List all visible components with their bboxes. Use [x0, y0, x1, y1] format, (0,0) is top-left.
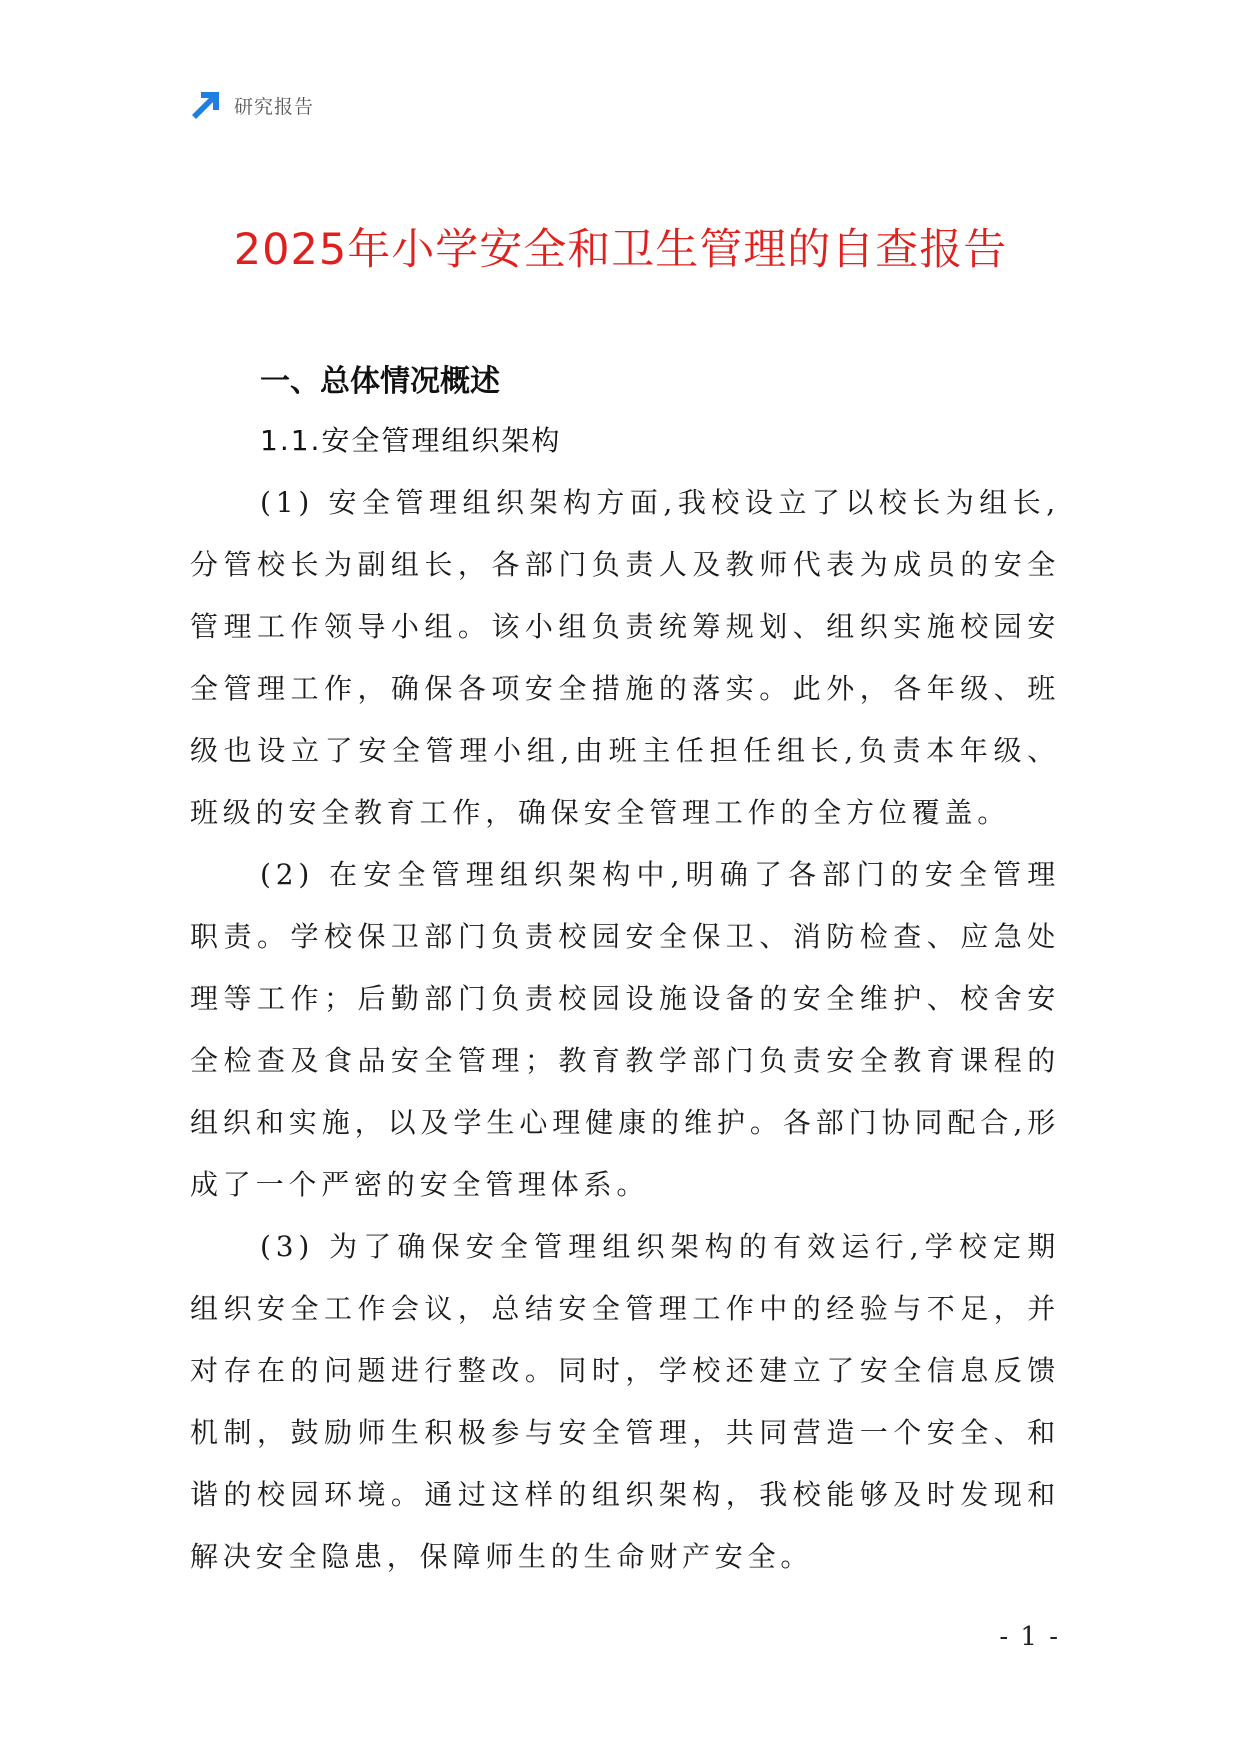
subsection-heading: 1.1.安全管理组织架构	[260, 424, 562, 457]
paragraph-1: (1) 安全管理组织架构方面,我校设立了以校长为组长,分管校长为副组长，各部门负责人及教师代表为成员的安全管理工作领导小组。该小组负责统筹规划、组织实施校园安全管理工作，确保各项安全措施的落实。此外，各年级、班级也设立了安全管理小组,由班主任担任组长,负责本年级、班级的安全教育工作，确保安全管理工作的全方位覆盖。	[190, 486, 1060, 829]
page-header	[190, 88, 314, 122]
page-number: - 1 -	[999, 1622, 1060, 1652]
document-title: 2025年小学安全和卫生管理的自查报告	[233, 225, 1008, 275]
arrow-up-right-icon	[190, 89, 222, 121]
section-heading: 一、总体情况概述	[260, 364, 500, 399]
document-body	[190, 354, 1060, 1588]
header-label: 研究报告	[234, 95, 315, 118]
paragraph-3: (3) 为了确保安全管理组织架构的有效运行,学校定期组织安全工作会议，总结安全管理工作中的经验与不足，并对存在的问题进行整改。同时，学校还建立了安全信息反馈机制，鼓励师生积极参与安全管理，共同营造一个安全、和谐的校园环境。通过这样的组织架构，我校能够及时发现和解决安全隐患，保障师生的生命财产安全。	[190, 1230, 1060, 1573]
paragraph-2: (2) 在安全管理组织架构中,明确了各部门的安全管理职责。学校保卫部门负责校园安全保卫、消防检查、应急处理等工作；后勤部门负责校园设施设备的安全维护、校舍安全检查及食品安全管理；教育教学部门负责安全教育课程的组织和实施，以及学生心理健康的维护。各部门协同配合,形成了一个严密的安全管理体系。	[190, 858, 1060, 1201]
